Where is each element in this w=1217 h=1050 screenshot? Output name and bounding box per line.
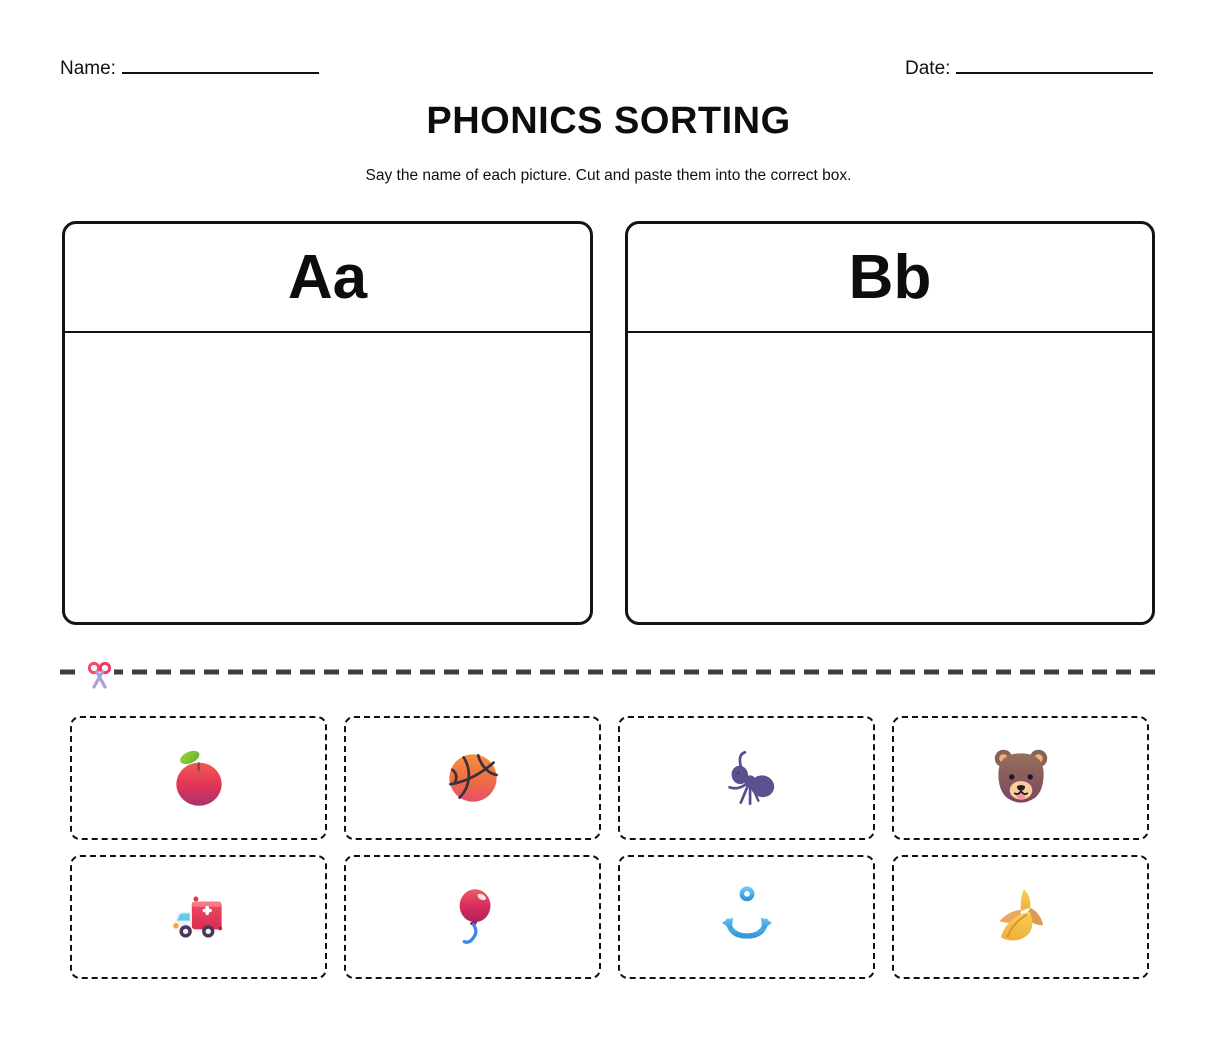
name-fill-line[interactable] <box>122 58 319 74</box>
instructions-text: Say the name of each picture. Cut and paste them into the correct box. <box>365 167 852 184</box>
name-label: Name: <box>60 58 116 79</box>
cut-line <box>60 659 1157 693</box>
apple-icon <box>162 741 236 815</box>
date-field <box>905 58 1153 80</box>
card-ambulance[interactable] <box>70 855 327 979</box>
date-fill-line[interactable] <box>956 58 1153 74</box>
page-title: PHONICS SORTING <box>426 100 791 142</box>
sort-box-a-letter: Aa <box>65 224 590 333</box>
card-banana[interactable] <box>892 855 1149 979</box>
sort-box-b <box>625 221 1155 625</box>
balloon-icon <box>436 880 510 954</box>
sort-box-a <box>62 221 593 625</box>
sort-box-b-letter: Bb <box>628 224 1152 333</box>
ambulance-icon <box>162 880 236 954</box>
card-anchor[interactable] <box>618 855 875 979</box>
ant-icon <box>710 741 784 815</box>
basketball-icon <box>436 741 510 815</box>
card-balloon[interactable] <box>344 855 601 979</box>
card-apple[interactable] <box>70 716 327 840</box>
bear-icon <box>984 741 1058 815</box>
sort-box-b-paste-area[interactable] <box>628 333 1152 622</box>
card-ant[interactable] <box>618 716 875 840</box>
name-field <box>60 58 319 80</box>
date-label: Date: <box>905 58 951 79</box>
anchor-icon <box>710 880 784 954</box>
sort-box-a-paste-area[interactable] <box>65 333 590 622</box>
card-basketball[interactable] <box>344 716 601 840</box>
cards-grid <box>70 716 1149 979</box>
banana-icon <box>984 880 1058 954</box>
card-bear[interactable] <box>892 716 1149 840</box>
